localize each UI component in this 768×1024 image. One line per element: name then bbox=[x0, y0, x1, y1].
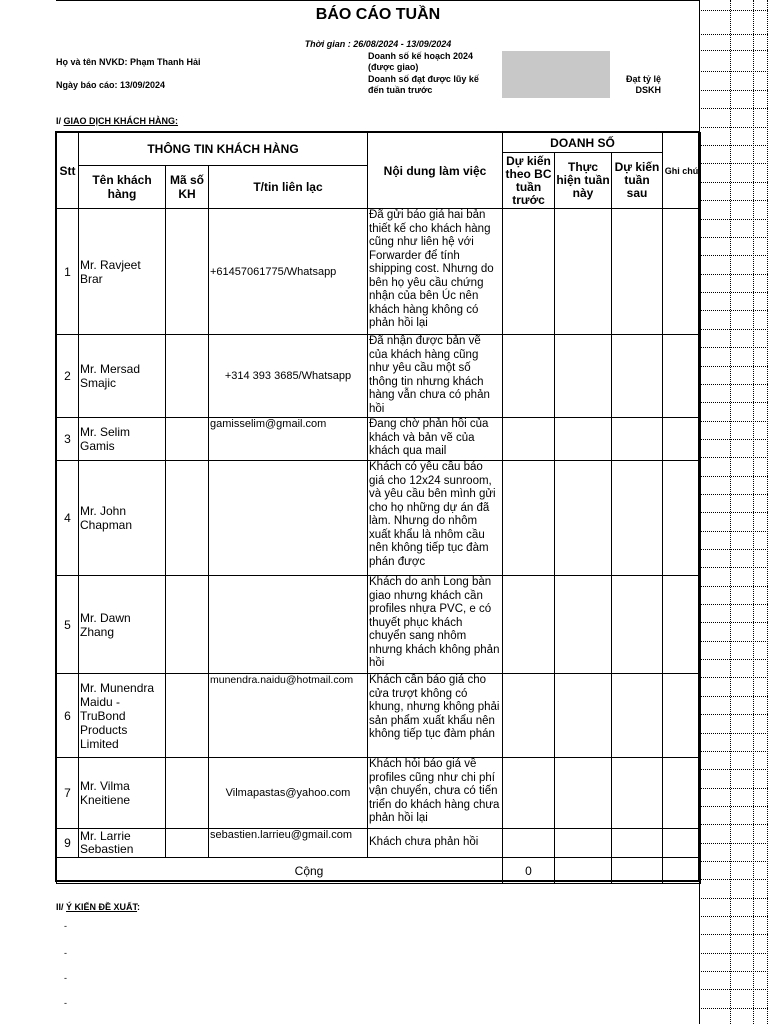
row-work-content: Đã gửi báo giá hai bản thiết kế cho khách hàng cũng như liên hệ với Forwarder để tính shipping cost. Nhưng do bên họ yêu cầu chứng nhận của bên Úc nên khách hàng không có phản hồi lại bbox=[368, 209, 503, 335]
row-forecast-prev bbox=[503, 335, 555, 418]
grid-line bbox=[701, 788, 768, 789]
row-work-content: Khách có yêu cầu báo giá cho 12x24 sunroom, và yêu cầu bên mình gửi cho họ những dự án đã làm. Nhưng do nhôm xuất khẩu là nhôm cầu nên không tiếp tục đàm phán được bbox=[368, 461, 503, 576]
grid-line bbox=[701, 953, 768, 954]
proposal-item: - bbox=[64, 973, 67, 983]
row-customer-code bbox=[166, 209, 209, 335]
top-border bbox=[56, 0, 700, 1]
row-note bbox=[663, 209, 701, 335]
row-forecast-next bbox=[612, 418, 663, 461]
grid-line bbox=[701, 182, 768, 183]
row-forecast-prev bbox=[503, 461, 555, 576]
row-contact: sebastien.larrieu@gmail.com bbox=[209, 829, 368, 858]
row-customer-code bbox=[166, 829, 209, 858]
achieved-revenue-label bbox=[368, 74, 479, 96]
col-customer-name: Tên khách hàng bbox=[79, 166, 166, 209]
achieved-revenue-label-line1: Doanh số đạt được lũy kế bbox=[368, 74, 479, 84]
row-work-content: Đã nhận được bản vẽ của khách hàng cũng như yêu cầu một số thông tin nhưng khách hàng vẫn chưa có phản hồi bbox=[368, 335, 503, 418]
row-contact bbox=[209, 461, 368, 576]
row-work-content: Khách do anh Long bàn giao nhưng khách cần profiles nhựa PVC, e có thuyết phục khách chuyển sang nhôm nhưng khách không phản hồi bbox=[368, 576, 503, 674]
row-actual bbox=[555, 335, 612, 418]
grid-line bbox=[701, 843, 768, 844]
row-forecast-prev bbox=[503, 576, 555, 674]
grid-line bbox=[701, 384, 768, 385]
grid-line bbox=[701, 898, 768, 899]
spreadsheet-grid bbox=[701, 0, 768, 1024]
section2-prefix: II/ bbox=[56, 902, 64, 912]
grid-line bbox=[701, 34, 768, 35]
grid-line bbox=[701, 549, 768, 550]
grid-line bbox=[701, 824, 768, 825]
table-row bbox=[57, 576, 701, 674]
col-forecast-prev: Dự kiến theo BC tuần trước bbox=[503, 153, 555, 209]
row-customer-name: Mr. Dawn Zhang bbox=[79, 576, 166, 674]
total-note bbox=[663, 858, 701, 884]
grid-line bbox=[701, 402, 768, 403]
total-value: 0 bbox=[503, 858, 555, 884]
rate-label-line2: DSKH bbox=[635, 85, 661, 95]
total-label: Cộng bbox=[57, 858, 503, 884]
grid-line bbox=[701, 10, 768, 11]
table-row bbox=[57, 461, 701, 576]
col-work-content: Nội dung làm việc bbox=[368, 133, 503, 209]
row-customer-name: Mr. Selim Gamis bbox=[79, 418, 166, 461]
grid-line bbox=[701, 586, 768, 587]
table-row bbox=[57, 209, 701, 335]
grid-line bbox=[701, 934, 768, 935]
row-work-content: Đang chờ phản hồi của khách và bản vẽ của khách qua mail bbox=[368, 418, 503, 461]
row-contact: Vilmapastas@yahoo.com bbox=[209, 758, 368, 829]
table-row bbox=[57, 829, 701, 858]
row-customer-name: Mr. Larrie Sebastien bbox=[79, 829, 166, 858]
section1-heading bbox=[56, 116, 178, 126]
grid-line bbox=[701, 696, 768, 697]
row-actual bbox=[555, 758, 612, 829]
grid-line bbox=[701, 108, 768, 109]
grid-line bbox=[701, 50, 768, 51]
row-forecast-next bbox=[612, 335, 663, 418]
proposal-item: - bbox=[64, 948, 67, 958]
grid-line bbox=[701, 219, 768, 220]
row-work-content: Khách chưa phản hồi bbox=[368, 829, 503, 858]
grid-line bbox=[701, 274, 768, 275]
row-stt: 2 bbox=[57, 335, 79, 418]
grid-line bbox=[701, 476, 768, 477]
grid-line bbox=[701, 769, 768, 770]
section2-suffix: : bbox=[137, 902, 141, 912]
row-contact bbox=[209, 576, 368, 674]
grid-line bbox=[701, 604, 768, 605]
grid-line bbox=[701, 622, 768, 623]
row-forecast-next bbox=[612, 576, 663, 674]
report-date: Ngày báo cáo: 13/09/2024 bbox=[56, 80, 166, 90]
grid-line bbox=[701, 1008, 768, 1009]
row-contact: +314 393 3685/Whatsapp bbox=[209, 335, 368, 418]
grid-line bbox=[701, 916, 768, 917]
row-note bbox=[663, 418, 701, 461]
grid-line bbox=[701, 421, 768, 422]
row-note bbox=[663, 674, 701, 758]
grid-line bbox=[701, 237, 768, 238]
section2-title: Ý KIẾN ĐỀ XUẤT bbox=[66, 902, 138, 912]
total-actual bbox=[555, 858, 612, 884]
table-row bbox=[57, 418, 701, 461]
grid-line bbox=[701, 677, 768, 678]
table-row bbox=[57, 335, 701, 418]
row-customer-code bbox=[166, 418, 209, 461]
row-forecast-next bbox=[612, 758, 663, 829]
col-customer-info: THÔNG TIN KHÁCH HÀNG bbox=[79, 133, 368, 166]
table-row bbox=[57, 758, 701, 829]
row-customer-name: Mr. Ravjeet Brar bbox=[79, 209, 166, 335]
achieved-revenue-label-line2: đến tuần trước bbox=[368, 85, 433, 95]
row-forecast-prev bbox=[503, 829, 555, 858]
grid-line bbox=[701, 733, 768, 734]
rate-label bbox=[600, 74, 661, 96]
section1-title: GIAO DỊCH KHÁCH HÀNG: bbox=[63, 116, 179, 126]
row-forecast-next bbox=[612, 209, 663, 335]
table-row bbox=[57, 674, 701, 758]
row-stt: 6 bbox=[57, 674, 79, 758]
grid-line bbox=[701, 255, 768, 256]
row-forecast-prev bbox=[503, 209, 555, 335]
grid-line bbox=[701, 71, 768, 72]
row-actual bbox=[555, 576, 612, 674]
grid-line bbox=[701, 494, 768, 495]
row-forecast-next bbox=[612, 461, 663, 576]
row-note bbox=[663, 758, 701, 829]
plan-revenue-label bbox=[368, 51, 473, 73]
report-period: Thời gian : 26/08/2024 - 13/09/2024 bbox=[304, 39, 452, 49]
total-row bbox=[57, 858, 701, 884]
row-note bbox=[663, 829, 701, 858]
row-customer-name: Mr. Vilma Kneitiene bbox=[79, 758, 166, 829]
row-stt: 5 bbox=[57, 576, 79, 674]
row-contact: munendra.naidu@hotmail.com bbox=[209, 674, 368, 758]
plan-revenue-label-line2: (được giao) bbox=[368, 62, 419, 72]
row-forecast-prev bbox=[503, 758, 555, 829]
row-stt: 1 bbox=[57, 209, 79, 335]
row-forecast-prev bbox=[503, 418, 555, 461]
row-actual bbox=[555, 674, 612, 758]
employee-name: Họ và tên NVKD: Phạm Thanh Hải bbox=[56, 57, 201, 67]
row-note bbox=[663, 461, 701, 576]
grid-line bbox=[701, 163, 768, 164]
row-customer-code bbox=[166, 758, 209, 829]
report-title: BÁO CÁO TUẦN bbox=[315, 6, 441, 23]
grid-line bbox=[701, 329, 768, 330]
col-contact: T/tin liên lạc bbox=[209, 166, 368, 209]
grid-line bbox=[701, 659, 768, 660]
row-stt: 7 bbox=[57, 758, 79, 829]
row-forecast-next bbox=[612, 674, 663, 758]
grid-line bbox=[701, 90, 768, 91]
grid-line bbox=[701, 439, 768, 440]
proposal-item: - bbox=[64, 998, 67, 1008]
grid-line bbox=[701, 366, 768, 367]
grid-line bbox=[701, 145, 768, 146]
col-stt: Stt bbox=[57, 133, 79, 209]
row-customer-name: Mr. John Chapman bbox=[79, 461, 166, 576]
row-customer-code bbox=[166, 576, 209, 674]
section1-prefix: I/ bbox=[56, 116, 62, 126]
row-customer-code bbox=[166, 461, 209, 576]
grid-line bbox=[701, 751, 768, 752]
grid-line bbox=[701, 989, 768, 990]
row-forecast-prev bbox=[503, 674, 555, 758]
grid-line bbox=[701, 531, 768, 532]
grid-line bbox=[701, 200, 768, 201]
revenue-value-box bbox=[502, 51, 610, 98]
col-forecast-next: Dự kiến tuần sau bbox=[612, 153, 663, 209]
grid-line bbox=[701, 347, 768, 348]
col-revenue: DOANH SỐ bbox=[503, 133, 663, 153]
proposal-item: - bbox=[64, 921, 67, 931]
row-customer-code bbox=[166, 335, 209, 418]
col-note: Ghi chú bbox=[663, 133, 701, 209]
row-actual bbox=[555, 461, 612, 576]
row-contact: +61457061775/Whatsapp bbox=[209, 209, 368, 335]
row-stt: 9 bbox=[57, 829, 79, 858]
plan-revenue-label-line1: Doanh số kế hoạch 2024 bbox=[368, 51, 474, 61]
grid-line bbox=[701, 567, 768, 568]
row-customer-name: Mr. Mersad Smajic bbox=[79, 335, 166, 418]
row-customer-name: Mr. Munendra Maidu - TruBond Products Limited bbox=[79, 674, 166, 758]
section2-heading bbox=[56, 902, 140, 912]
row-note bbox=[663, 576, 701, 674]
row-actual bbox=[555, 209, 612, 335]
row-actual bbox=[555, 829, 612, 858]
grid-line bbox=[701, 310, 768, 311]
grid-line bbox=[701, 806, 768, 807]
grid-line bbox=[701, 714, 768, 715]
row-actual bbox=[555, 418, 612, 461]
row-note bbox=[663, 335, 701, 418]
col-customer-code: Mã số KH bbox=[166, 166, 209, 209]
row-work-content: Khách hỏi báo giá về profiles cũng như chi phí vận chuyển, chưa có tiến triển do khách hàng chưa phản hồi lại bbox=[368, 758, 503, 829]
customer-transactions-table bbox=[56, 132, 701, 884]
grid-line bbox=[701, 861, 768, 862]
grid-line bbox=[701, 879, 768, 880]
row-contact: gamisselim@gmail.com bbox=[209, 418, 368, 461]
grid-line bbox=[701, 457, 768, 458]
grid-line bbox=[701, 971, 768, 972]
grid-line bbox=[701, 127, 768, 128]
grid-line bbox=[701, 292, 768, 293]
grid-line bbox=[701, 641, 768, 642]
row-stt: 4 bbox=[57, 461, 79, 576]
row-customer-code bbox=[166, 674, 209, 758]
row-forecast-next bbox=[612, 829, 663, 858]
row-work-content: Khách cần báo giá cho cửa trượt không có khung, nhưng không phải sản phẩm xuất khẩu nên không tiếp tục đàm phán bbox=[368, 674, 503, 758]
grid-line bbox=[701, 512, 768, 513]
total-forecast-next bbox=[612, 858, 663, 884]
rate-label-line1: Đạt tỷ lệ bbox=[625, 74, 661, 84]
col-actual: Thực hiện tuần này bbox=[555, 153, 612, 209]
row-stt: 3 bbox=[57, 418, 79, 461]
